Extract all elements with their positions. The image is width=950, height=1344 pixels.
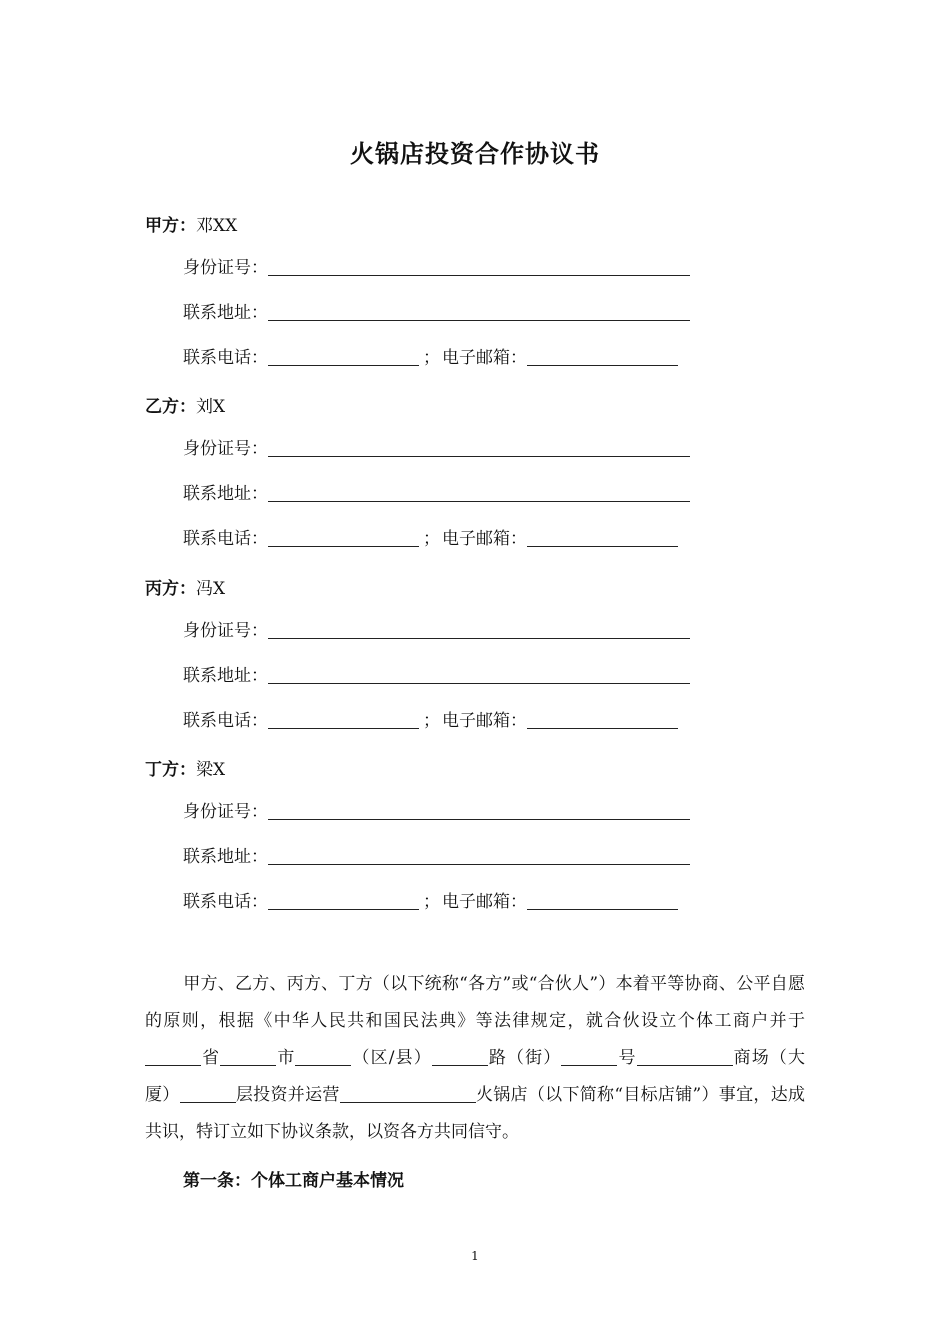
- preamble-text-road: 路（街）: [487, 1048, 562, 1068]
- preamble-text-province: 省: [201, 1048, 221, 1068]
- separator: ；: [423, 348, 440, 368]
- city-blank[interactable]: [220, 1046, 276, 1066]
- party-c-address-row: [183, 664, 690, 688]
- district-blank[interactable]: [295, 1046, 351, 1066]
- party-b-id-row: [183, 437, 690, 461]
- party-c-email-blank[interactable]: [527, 709, 678, 729]
- phone-label: 联系电话：: [183, 892, 268, 912]
- separator: ；: [423, 711, 440, 731]
- phone-label: 联系电话：: [183, 529, 268, 549]
- id-label: 身份证号：: [183, 439, 268, 459]
- party-c-id-row: [183, 619, 690, 643]
- preamble-text-floor: 层投资并运营: [235, 1085, 340, 1105]
- party-d-phone-blank[interactable]: [268, 890, 419, 910]
- mall-blank[interactable]: [637, 1046, 733, 1066]
- party-d-address-row: [183, 845, 690, 869]
- party-c-address-blank[interactable]: [268, 664, 690, 684]
- party-c-heading: [145, 574, 225, 599]
- id-label: 身份证号：: [183, 258, 268, 278]
- province-blank[interactable]: [145, 1046, 201, 1066]
- party-d-id-row: [183, 800, 690, 824]
- party-a-name: 邓XX: [196, 216, 238, 236]
- address-label: 联系地址：: [183, 303, 268, 323]
- article-1-heading: 第一条：个体工商户基本情况: [183, 1171, 404, 1191]
- page-number: 1: [471, 1249, 479, 1263]
- party-d-heading: [145, 755, 225, 780]
- address-label: 联系地址：: [183, 666, 268, 686]
- preamble-text-mall: 商场（大厦）: [145, 1048, 806, 1105]
- preamble-text-shop: 火锅店（以下简称“目标店铺”）事宜，达成共识，特订立如下协议条款，以资各方共同信守。: [145, 1085, 805, 1142]
- party-a-email-blank[interactable]: [527, 346, 678, 366]
- party-b-phone-blank[interactable]: [268, 527, 419, 547]
- party-c-role: 丙方：: [145, 579, 196, 599]
- party-b-name: 刘X: [196, 397, 226, 417]
- phone-label: 联系电话：: [183, 348, 268, 368]
- address-label: 联系地址：: [183, 847, 268, 867]
- separator: ；: [423, 892, 440, 912]
- party-b-id-blank[interactable]: [268, 437, 690, 457]
- email-label: 电子邮箱：: [442, 348, 527, 368]
- party-a-id-row: [183, 256, 690, 280]
- preamble-text-city: 市: [276, 1048, 296, 1068]
- preamble-text-district: （区/县）: [351, 1048, 432, 1068]
- email-label: 电子邮箱：: [442, 892, 527, 912]
- party-a-heading: [145, 211, 237, 236]
- party-d-email-blank[interactable]: [527, 890, 678, 910]
- party-d-address-blank[interactable]: [268, 845, 690, 865]
- party-b-address-blank[interactable]: [268, 482, 690, 502]
- party-a-contact-row: [183, 346, 678, 370]
- party-a-address-row: [183, 301, 690, 325]
- party-c-id-blank[interactable]: [268, 619, 690, 639]
- preamble-text-number: 号: [617, 1048, 637, 1068]
- id-label: 身份证号：: [183, 802, 268, 822]
- email-label: 电子邮箱：: [442, 711, 527, 731]
- party-c-name: 冯X: [196, 579, 226, 599]
- party-a-phone-blank[interactable]: [268, 346, 419, 366]
- document-title: 火锅店投资合作协议书: [350, 139, 600, 168]
- id-label: 身份证号：: [183, 621, 268, 641]
- preamble-paragraph: [145, 966, 805, 1151]
- address-label: 联系地址：: [183, 484, 268, 504]
- party-b-heading: [145, 392, 225, 417]
- phone-label: 联系电话：: [183, 711, 268, 731]
- floor-blank[interactable]: [180, 1083, 236, 1103]
- party-d-role: 丁方：: [145, 760, 196, 780]
- preamble-text-1: 甲方、乙方、丙方、丁方（以下统称“各方”或“合伙人”）本着平等协商、公平自愿的原则，根据《中华人民共和国民法典》等法律规定，就合伙设立个体工商户并于: [145, 974, 805, 1031]
- road-blank[interactable]: [432, 1046, 488, 1066]
- email-label: 电子邮箱：: [442, 529, 527, 549]
- party-a-role: 甲方：: [145, 216, 196, 236]
- party-d-id-blank[interactable]: [268, 800, 690, 820]
- separator: ；: [423, 529, 440, 549]
- party-c-contact-row: [183, 709, 678, 733]
- number-blank[interactable]: [561, 1046, 617, 1066]
- shop-name-blank[interactable]: [340, 1083, 476, 1103]
- party-b-email-blank[interactable]: [527, 527, 678, 547]
- party-d-name: 梁X: [196, 760, 226, 780]
- party-b-address-row: [183, 482, 690, 506]
- party-b-contact-row: [183, 527, 678, 551]
- party-d-contact-row: [183, 890, 678, 914]
- party-a-address-blank[interactable]: [268, 301, 690, 321]
- party-b-role: 乙方：: [145, 397, 196, 417]
- party-a-id-blank[interactable]: [268, 256, 690, 276]
- party-c-phone-blank[interactable]: [268, 709, 419, 729]
